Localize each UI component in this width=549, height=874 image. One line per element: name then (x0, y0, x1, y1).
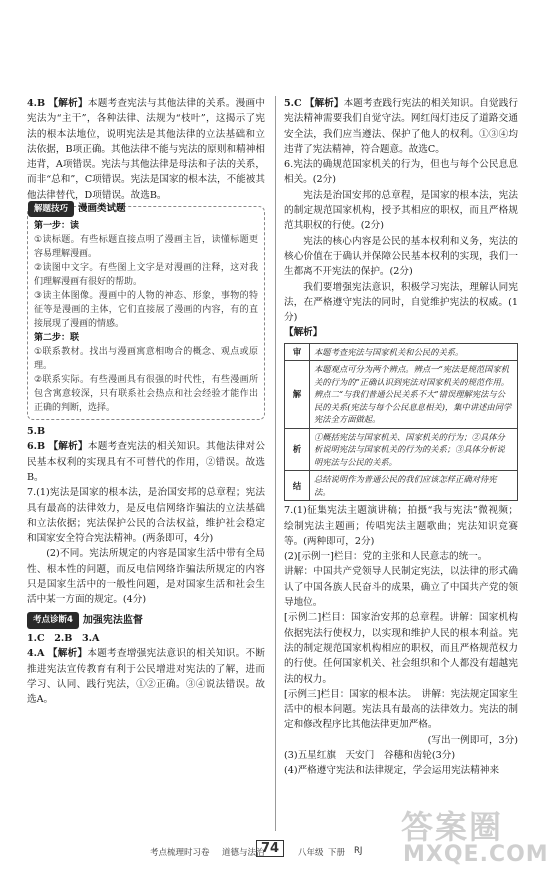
tip-step1: 第一步：读 (34, 221, 80, 232)
right-column (284, 96, 518, 779)
tip-badge: 解题技巧 (28, 201, 74, 217)
q7r-part2d: [示例三]栏目：国家的根本法。 讲解：宪法规定国家生活中的根本问题。宪法具有最高的法律效力。宪法的制定和修改程序比其他法律更加严格。 (284, 688, 518, 731)
q5r-number: 5.C (284, 98, 302, 109)
q7r-note: (写出一例即可，3分) (427, 734, 518, 746)
q4-answer (27, 96, 265, 203)
footer-subject: 道德与法治 (222, 848, 265, 858)
tip-header (28, 201, 258, 217)
section-header (27, 612, 265, 629)
q6r-paragraph: 宪法是治国安邦的总章程，是国家的根本法，宪法的制定规范国家机构，授予其相应的职权，而且严格规范其职权的行使。(2分) (284, 189, 518, 232)
column-divider (275, 96, 276, 831)
table-key: 审 (285, 343, 310, 361)
q6-analysis-tag: 【解析】 (48, 441, 88, 453)
analysis-label: 【解析】 (284, 327, 323, 339)
tip-step2-item: ②联系实际。有些漫画具有很强的时代性，有些漫画所包含寓意较深，只有联系社会热点和社会经验才能作出正确的判断，选择。 (34, 375, 258, 414)
q6-number: 6.B (27, 441, 46, 453)
q5r-analysis-text: 本题考查践行宪法的相关知识。自觉践行宪法精神需要我们自觉守法。网红闯灯违反了道路交通安全法，我们应当遵法、保护了他人的权利。①③④均违背了宪法精神，符合题意。故选C。 (284, 98, 518, 155)
table-key: 析 (285, 428, 310, 471)
q5r-analysis-tag: 【解析】 (304, 98, 344, 109)
table-row (285, 471, 518, 501)
answer-line: 1.C 2.B 3.A (27, 632, 100, 644)
solving-tip-box (27, 203, 265, 420)
q7r-part3: (3)五星红旗 天安门 谷穗和齿轮(3分) (284, 750, 456, 761)
q7r-part2b: 讲解：中国共产党领导人民制定宪法，以法律的形式确认了中国各族人民奋斗的成果，确立了中国共产党的领导地位。 (284, 566, 518, 609)
q7r-part4: (4)严格遵守宪法和法律规定，学会运用宪法精神来 (284, 765, 500, 777)
tip-step1-item: ①读标题。有些标题直接点明了漫画主旨，读懂标题更容易理解漫画。 (34, 235, 258, 260)
table-row (285, 361, 518, 429)
table-value: 本题观点可分为两个辨点。辨点一“宪法是规范国家机关的行为的”正确认识到宪法对国家机关的规范作用。辨点二“与我们普通公民关系不大”错误理解宪法与公民的关系(宪法与每个公民息息相关)，集中讲述由同学宪法全方面做起。 (310, 361, 518, 429)
page-number: 74 (256, 840, 284, 857)
q4-analysis-text: 本题考查宪法与其他法律的关系。漫画中宪法为“主干”，各种法律、法规为“枝叶”，这揭示了宪法的根本法地位，说明宪法是其他法律的立法基础和立法依据，B项正确。其他法律不能与宪法的原则和精神相违背，A项错误。宪法与其他法律是母法和子法的关系，而非“总和”，C项错误。宪法是国家的根本法，不能被其他法律替代，D项错误。故选B。 (27, 98, 265, 201)
tip-title: 漫画类试题 (78, 203, 126, 215)
table-key: 解 (285, 361, 310, 429)
tip-step2-item: ①联系教材。找出与漫画寓意相吻合的概念、观点或原理。 (34, 347, 258, 372)
q7r-part1: 7.(1)征集宪法主题演讲稿；拍摄“我与宪法”微视频；绘制宪法主题画；传唱宪法主题歌曲；宪法知识竞赛等。(两种即可，2分) (284, 505, 518, 547)
q6r-head: 6.宪法的确规范国家机关的行为，但也与每个公民息息相关。(2分) (284, 159, 518, 186)
table-value: 总结说明作为普通公民的我们应该怎样正确对待宪法。 (310, 471, 518, 501)
q4b-number: 4.A (27, 648, 45, 660)
q6r-paragraph: 宪法的核心内容是公民的基本权利和义务，宪法的核心价值在于确认并保障公民基本权利的实现，我们一生都离不开宪法的保护。(2分) (284, 235, 518, 278)
watermark-text: 答案圈 (401, 808, 504, 846)
q6r-paragraph: 我们要增强宪法意识，积极学习宪法，理解认同宪法，在严格遵守宪法的同时，自觉维护宪法的权威。(1分) (284, 281, 518, 324)
table-value: 本题考查宪法与国家机关和公民的关系。 (310, 343, 518, 361)
footer-edition: RJ (354, 846, 363, 856)
q4b-analysis-tag: 【解析】 (47, 648, 88, 660)
watermark-url: MXQE.COM (403, 842, 549, 867)
footer-book: 考点梳理时习卷 (150, 848, 210, 858)
q7r-part2c: [示例二]栏目：国家治安邦的总章程。讲解：国家机构依据宪法行使权力，以实现和维护人民的根本利益。宪法的制定规范国家机构相应的职权，而且严格规范权力的行使。任何国家机关、社会组织和个人都没有超越宪法的权力。 (284, 612, 518, 685)
q4-number: 4.B (27, 98, 46, 109)
q4b-answer (27, 646, 265, 707)
section-title: 加强宪法监督 (82, 614, 143, 626)
q5-answer: 5.B (27, 426, 46, 438)
q4b-analysis-text: 本题考查增强宪法意识的相关知识。不断推进宪法宣传教育有利于公民增进对宪法的了解，进而学习、认同、践行宪法，①②正确。③④说法错误。故选A。 (27, 648, 265, 706)
table-key: 结 (285, 471, 310, 501)
watermark-logo (395, 798, 549, 870)
section-badge: 考点诊断4 (27, 612, 79, 629)
table-row (285, 428, 518, 471)
tip-step1-item: ③读主体图像。漫画中的人物的神态、形象，事物的特征等是漫画的主体，它们直接展了漫画的内容，有的直接展现了漫画的情感。 (34, 291, 258, 330)
footer-volume: 下册 (328, 848, 346, 858)
q7r-part2a: (2)[示例一]栏目：党的主张和人民意志的统一。 (284, 551, 488, 563)
table-value: ①概括宪法与国家机关、国家机关的行为；②具体分析说明宪法与国家机关的行为的关系；③具体分析说明宪法与公民的关系。 (310, 428, 518, 471)
footer-grade: 八年级 (298, 848, 324, 858)
left-column (27, 96, 265, 707)
analysis-table (284, 343, 518, 502)
tip-step1-item: ②读图中文字。有些图上文字是对漫画的注释，这对我们理解漫画有很好的帮助。 (34, 263, 258, 288)
q7-part2: (2)不同。宪法所规定的内容是国家生活中带有全局性、根本性的问题，而反电信网络诈骗法所规定的内容只是国家生活中的一般性问题，是对国家生活和社会生活中某一方面的规定。(4分) (27, 548, 265, 606)
q7-part1: 7.(1)宪法是国家的根本法，是治国安邦的总章程；宪法具有最高的法律效力，是反电信网络诈骗法的立法基础和立法依据；宪法保护公民的合法权益，维护社会稳定和国家安全符合宪法精神。(两条即可，4分) (27, 487, 265, 545)
q5r-answer (284, 96, 518, 157)
q4-analysis-tag: 【解析】 (48, 98, 88, 109)
q6-analysis-text: 本题考查宪法的相关知识。其他法律对公民基本权利的实现具有不可替代的作用，②错误。故选B。 (27, 441, 265, 483)
table-row (285, 343, 518, 361)
tip-step2: 第二步：联 (34, 333, 80, 344)
q6-answer (27, 439, 265, 485)
